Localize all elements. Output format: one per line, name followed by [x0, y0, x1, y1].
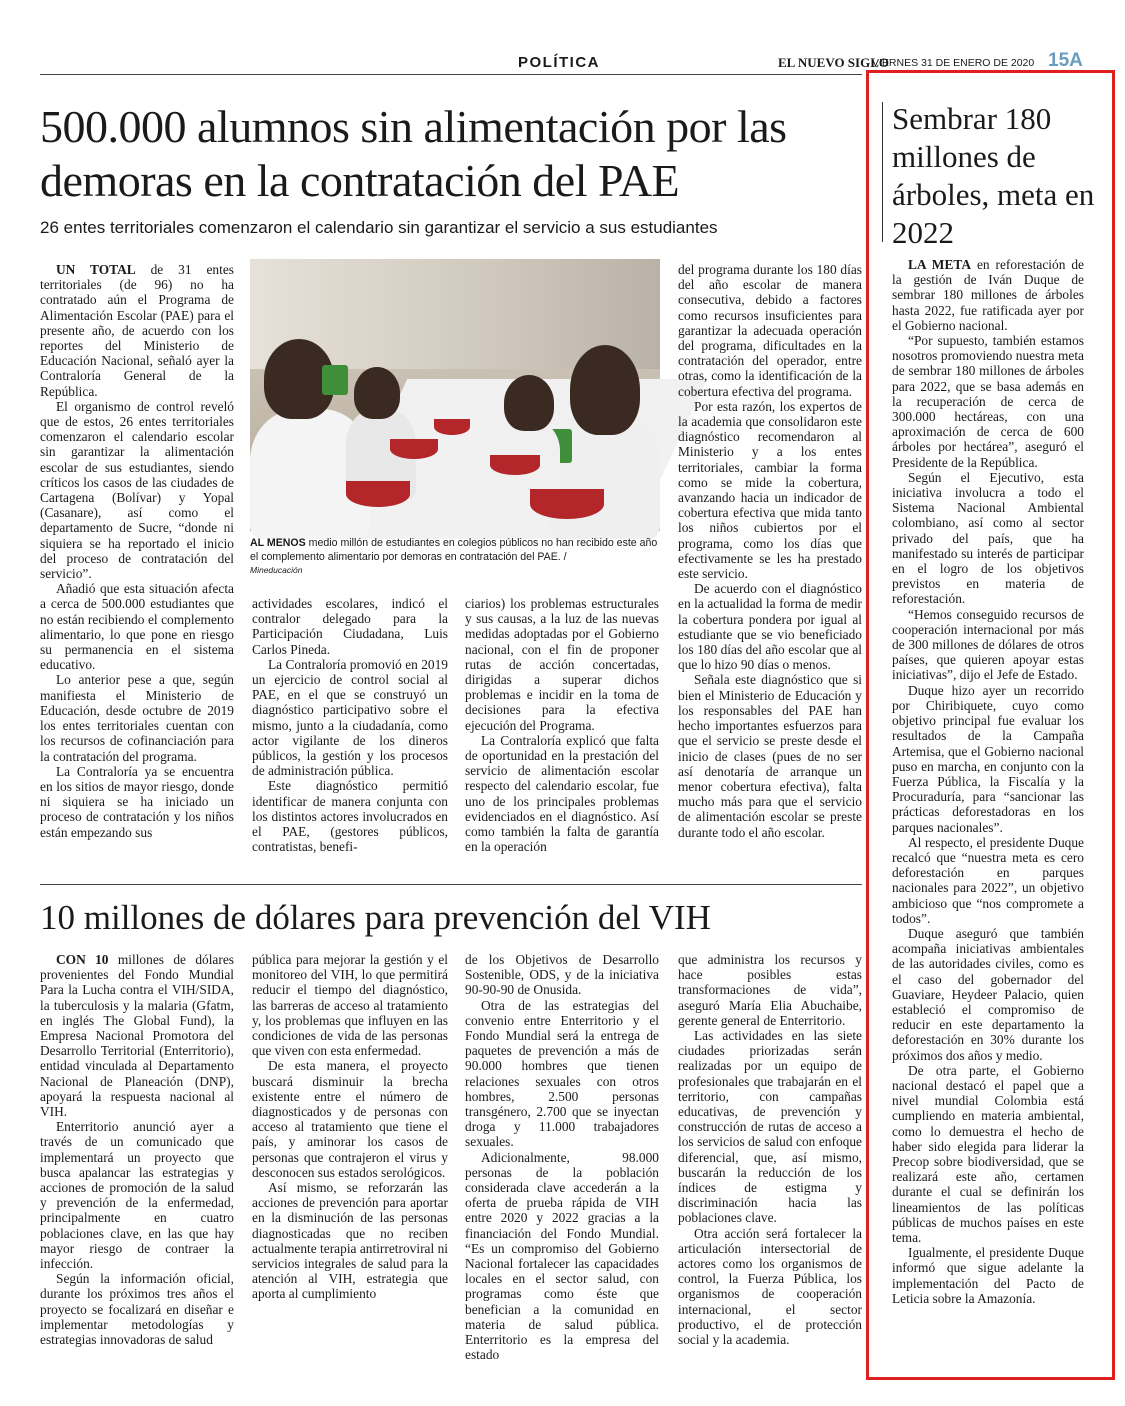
paragraph: “Hemos conseguido recursos de cooperación internacional por más de 300 millones de dólares de otros países, que quieren apoyar estas iniciativas”, dijo el Jefe de Estado. [892, 606, 1084, 683]
vih-article-column-1 [40, 952, 234, 1348]
paragraph: Según el Ejecutivo, esta iniciativa involucra a todo el Sistema Nacional Ambiental colombiano, así como al sector privado del país, que ha manifestado su interés de participar en el logro de los objetivos previstos en materia de reforestación. [892, 469, 1084, 607]
lead-word: LA META [908, 257, 971, 272]
main-subhead: 26 entes territoriales comenzaron el calendario sin garantizar el servicio a sus estudiantes [40, 218, 718, 237]
main-headline: 500.000 alumnos sin alimentación por las demoras en la contratación del PAE [40, 101, 787, 206]
page-number: 15A [1048, 50, 1083, 71]
newspaper-masthead: EL NUEVO SIGLO [778, 55, 889, 70]
paragraph: LA META en reforestación de la gestión de Iván Duque de sembrar 180 millones de árboles hasta 2022, fue ratificada ayer por el Gobierno nacional. [892, 257, 1085, 333]
paragraph: De otra parte, el Gobierno nacional destacó el papel que a nivel mundial Colombia está cumpliendo en materia ambiental, como lo demuestra el hecho de haber sido elegida para liderar la Precop sobre biodiversidad, que se realizará este año, certamen durante el cual se definirán los lineamientos de las políticas públicas de muchos países en este tema. [892, 1062, 1084, 1245]
paragraph: La Contraloría explicó que falta de oportunidad en la prestación del servicio de alimentación escolar respecto del calendario escolar, fue uno de los principales problemas evidenciados en el diagnóstico. Así como también la falta de garantía en la operación [465, 732, 659, 855]
paragraph: Las actividades en las siete ciudades priorizadas serán realizadas por un equipo de profesionales que trabajarán en el territorio, con campañas educativas, de prevención y construcción de rutas de acceso a los servicios de salud con enfoque diferencial, que, así mismo, buscarán la reducción de los índices de estigma y discriminación hacia las poblaciones clave. [678, 1028, 862, 1226]
section-label: POLÍTICA [518, 54, 600, 71]
photo-credit: Mineducación [250, 565, 303, 575]
lead-word: UN TOTAL [56, 262, 136, 277]
vih-article-column-2 [252, 952, 448, 1348]
paragraph: Otra de las estrategias del convenio entre Enterritorio y el Fondo Mundial será la entrega de paquetes de prevención a más de 90.000 hombres que tienen relaciones sexuales con otros hombres, 2.500 personas transgénero, 2.700 que se inyectan droga y 11.000 trabajadores sexuales. [465, 997, 659, 1150]
sidebar-article-column [892, 257, 1084, 1357]
paragraph: “Por supuesto, también estamos nosotros promoviendo nuestra meta de sembrar 180 millones de árboles para 2022, que se basa además en la recuperación de cerca de 300.000 hectáreas, con una aproximación de cerca de 600 árboles por hectárea”, aseguró el Presidente de la República. [892, 333, 1084, 470]
main-article-column-3 [465, 596, 659, 878]
paragraph: El organismo de control reveló que de estos, 26 entes territoriales comenzaron el calendario escolar sin garantizar la alimentación escolar de sus estudiantes, siendo críticos los casos de las ciudades de Cartagena (Bolívar) y Yopal (Casanare), así como el departamento de Sucre, “donde ni siquiera se ha reportado el inicio del proceso de contratación del servicio”. [40, 398, 234, 582]
vih-article-column-3 [465, 952, 659, 1363]
paragraph: Duque aseguró que también acompaña iniciativas ambientales de las autoridades civiles, como es el caso del gobernador del Guaviare, Heydeer Palacio, quien estableció el compromiso de reducir en este departamento la deforestación en 30% durante los próximos dos años y medio. [892, 925, 1084, 1063]
caption-lead: AL MENOS [250, 537, 306, 549]
paragraph: actividades escolares, indicó el contralor delegado para la Participación Ciudadana, Luis Carlos Pineda. [252, 596, 448, 657]
paragraph: Este diagnóstico permitió identificar de manera conjunta con los distintos actores involucrados en el PAE, (gestores públicos, contratistas, benefi- [252, 778, 448, 855]
paragraph: Así mismo, se reforzarán las acciones de prevención para aportar en la disminución de las personas diagnosticadas que no reciben actualmente terapia antirretroviral ni servicios integrales de salud para la atención al VIH, estrategia que aporta al cumplimiento [252, 1180, 448, 1302]
article-photo [250, 259, 660, 531]
paragraph: Por esta razón, los expertos de la academia que consolidaron este diagnóstico recomendaron al Ministerio y a los entes territoriales, cambiar la forma como se mide la cobertura, avanzando hacia un indicador de cobertura efectiva que mida tanto los niños cubiertos por el programa, como los días que efectivamente se les ha prestado este servicio. [678, 398, 862, 582]
paragraph: Lo anterior pese a que, según manifiesta el Ministerio de Educación, desde octubre de 2019 los entes territoriales cuentan con los recursos de cofinanciación para la contratación del programa. [40, 672, 234, 764]
paragraph: del programa durante los 180 días del año escolar de manera consecutiva, debido a factores como recursos insuficientes para garantizar la adecuada operación del programa, dificultades en la contratación del operador, entre otras, como la identificación de la cobertura efectiva del programa. [678, 262, 862, 399]
paragraph: UN TOTAL de 31 entes territoriales (de 96) no ha contratado aún el Programa de Alimentación Escolar (PAE) para el presente año, de acuerdo con los reportes del Ministerio de Educación Nacional, señaló ayer la Contraloría General de la República. [40, 262, 234, 399]
paragraph: La Contraloría ya se encuentra en los sitios de mayor riesgo, donde ni siquiera se ha iniciado un proceso de contratación y los niños están empezando sus [40, 763, 234, 840]
paragraph: CON 10 millones de dólares provenientes del Fondo Mundial Para la Lucha contra el VIH/SIDA, la tuberculosis y la malaria (Gfatm, en inglés The Global Fund), la Empresa Nacional Promotora del Desarrollo Territorial (Enterritorio), entidad vinculada al Departamento Nacional de Planeación (DNP), apoyará la respuesta nacional al VIH. [40, 952, 234, 1120]
paragraph: De esta manera, el proyecto buscará disminuir la brecha existente entre el número de diagnosticados y de personas con acceso al tratamiento que tiene el país, y aminorar los casos de personas que contrajeron el virus y desconocen sus estados serológicos. [252, 1058, 448, 1180]
second-headline: 10 millones de dólares para prevención del VIH [40, 898, 711, 937]
lead-word: CON 10 [56, 952, 109, 967]
paragraph: Según la información oficial, durante los próximos tres años el proyecto se focalizará en diseñar e implementar metodologías y estrategias innovadoras de salud [40, 1271, 234, 1348]
paragraph: Señala este diagnóstico que si bien el Ministerio de Educación y los responsables del PAE han hecho importantes esfuerzos para que el servicio se preste desde el inicio de clases (pues de no ser así denotaría de arranque un menor cobertura efectiva), falta mucho más para que el servicio de alimentación escolar se preste durante todo el año escolar. [678, 672, 862, 840]
main-article-column-4 [678, 262, 862, 878]
paragraph: pública para mejorar la gestión y el monitoreo del VIH, lo que permitirá reducir el tiempo del diagnóstico, las barreras de acceso al tratamiento y, los problemas que influyen en las condiciones de vida de las personas que viven con esta enfermedad. [252, 952, 448, 1059]
paragraph: ciarios) los problemas estructurales y sus causas, a la luz de las nuevas medidas adoptadas por el Gobierno nacional, con el fin de proponer rutas de acción concertadas, dirigidas a superar dichos problemas e incidir en la toma de decisiones para la efectiva ejecución del Programa. [465, 596, 659, 733]
paragraph: Al respecto, el presidente Duque recalcó que “nuestra meta es cero deforestación en parques nacionales para 2022”, un objetivo ambicioso que “nos compromete a todos”. [892, 834, 1084, 926]
paragraph: Añadió que esta situación afecta a cerca de 500.000 estudiantes que no están recibiendo el complemento alimentario, lo que pone en riesgo su permanencia en el sistema educativo. [40, 581, 234, 673]
paragraph: Otra acción será fortalecer la articulación intersectorial de actores como los organismos de control, la Fuerza Pública, los organismos de cooperación internacional, el sector productivo, el de protección social y la academia. [678, 1225, 862, 1348]
main-article-column-2 [252, 596, 448, 878]
paragraph: Duque hizo ayer un recorrido por Chiribiquete, cuyo como objetivo principal fue evaluar los resultados de la Campaña Artemisa, que el Gobierno nacional puso en marcha, en conjunto con la Fuerza Pública, la Fiscalía y la Procuraduría, para “sancionar las prácticas deforestadoras en los parques nacionales”. [892, 682, 1084, 835]
main-article-column-1 [40, 262, 234, 878]
photo-caption: AL MENOS medio millón de estudiantes en colegios públicos no han recibido este año el complemento alimentario por demoras en contratación del PAE. / Mineducación [250, 537, 658, 575]
paragraph: Adicionalmente, 98.000 personas de la población considerada clave accederán a la oferta de prueba rápida de VIH entre 2020 y 2022 gracias a la financiación del Fondo Mundial. “Es un compromiso del Gobierno Nacional fortalecer las capacidades locales en el sector salud, con programas como éste que benefician a la comunidad en materia de salud pública. Enterritorio es la empresa del estado [465, 1149, 659, 1363]
paragraph: Igualmente, el presidente Duque informó que sigue adelante la implementación del Pacto de Leticia sobre la Amazonía. [892, 1245, 1084, 1306]
paragraph: De acuerdo con el diagnóstico en la actualidad la forma de medir la cobertura pondera por igual al estudiante que se vio beneficiado los 180 días del año escolar que al que lo hizo 90 días o menos. [678, 581, 862, 673]
paragraph: La Contraloría promovió en 2019 un ejercicio de control social al PAE, en el que se construyó un diagnóstico participativo sobre el mismo, junto a la ciudadanía, como actor vigilante de los dineros públicos, la gestión y los procesos de administración pública. [252, 656, 448, 779]
paragraph: Enterritorio anunció ayer a través de un comunicado que implementará un proyecto que busca apalancar las estrategias y acciones de promoción de la salud y prevención de la enfermedad, principalmente en cuatro poblaciones clave, en las que hay mayor riesgo de contraer la infección. [40, 1119, 234, 1272]
paragraph: de los Objetivos de Desarrollo Sostenible, ODS, y de la iniciativa 90-90-90 de Onusida. [465, 952, 659, 998]
paragraph: que administra los recursos y hace posibles estas transformaciones de vida”, aseguró María Elia Abuchaibe, gerente general de Enterritorio. [678, 952, 862, 1028]
issue-date: VIERNES 31 DE ENERO DE 2020 [872, 57, 1035, 69]
sidebar-headline-bar [882, 102, 883, 242]
article-divider [40, 884, 862, 885]
vih-article-column-4 [678, 952, 862, 1348]
sidebar-headline: Sembrar 180 millones de árboles, meta en 2022 [892, 101, 1095, 250]
header-divider [40, 74, 862, 75]
